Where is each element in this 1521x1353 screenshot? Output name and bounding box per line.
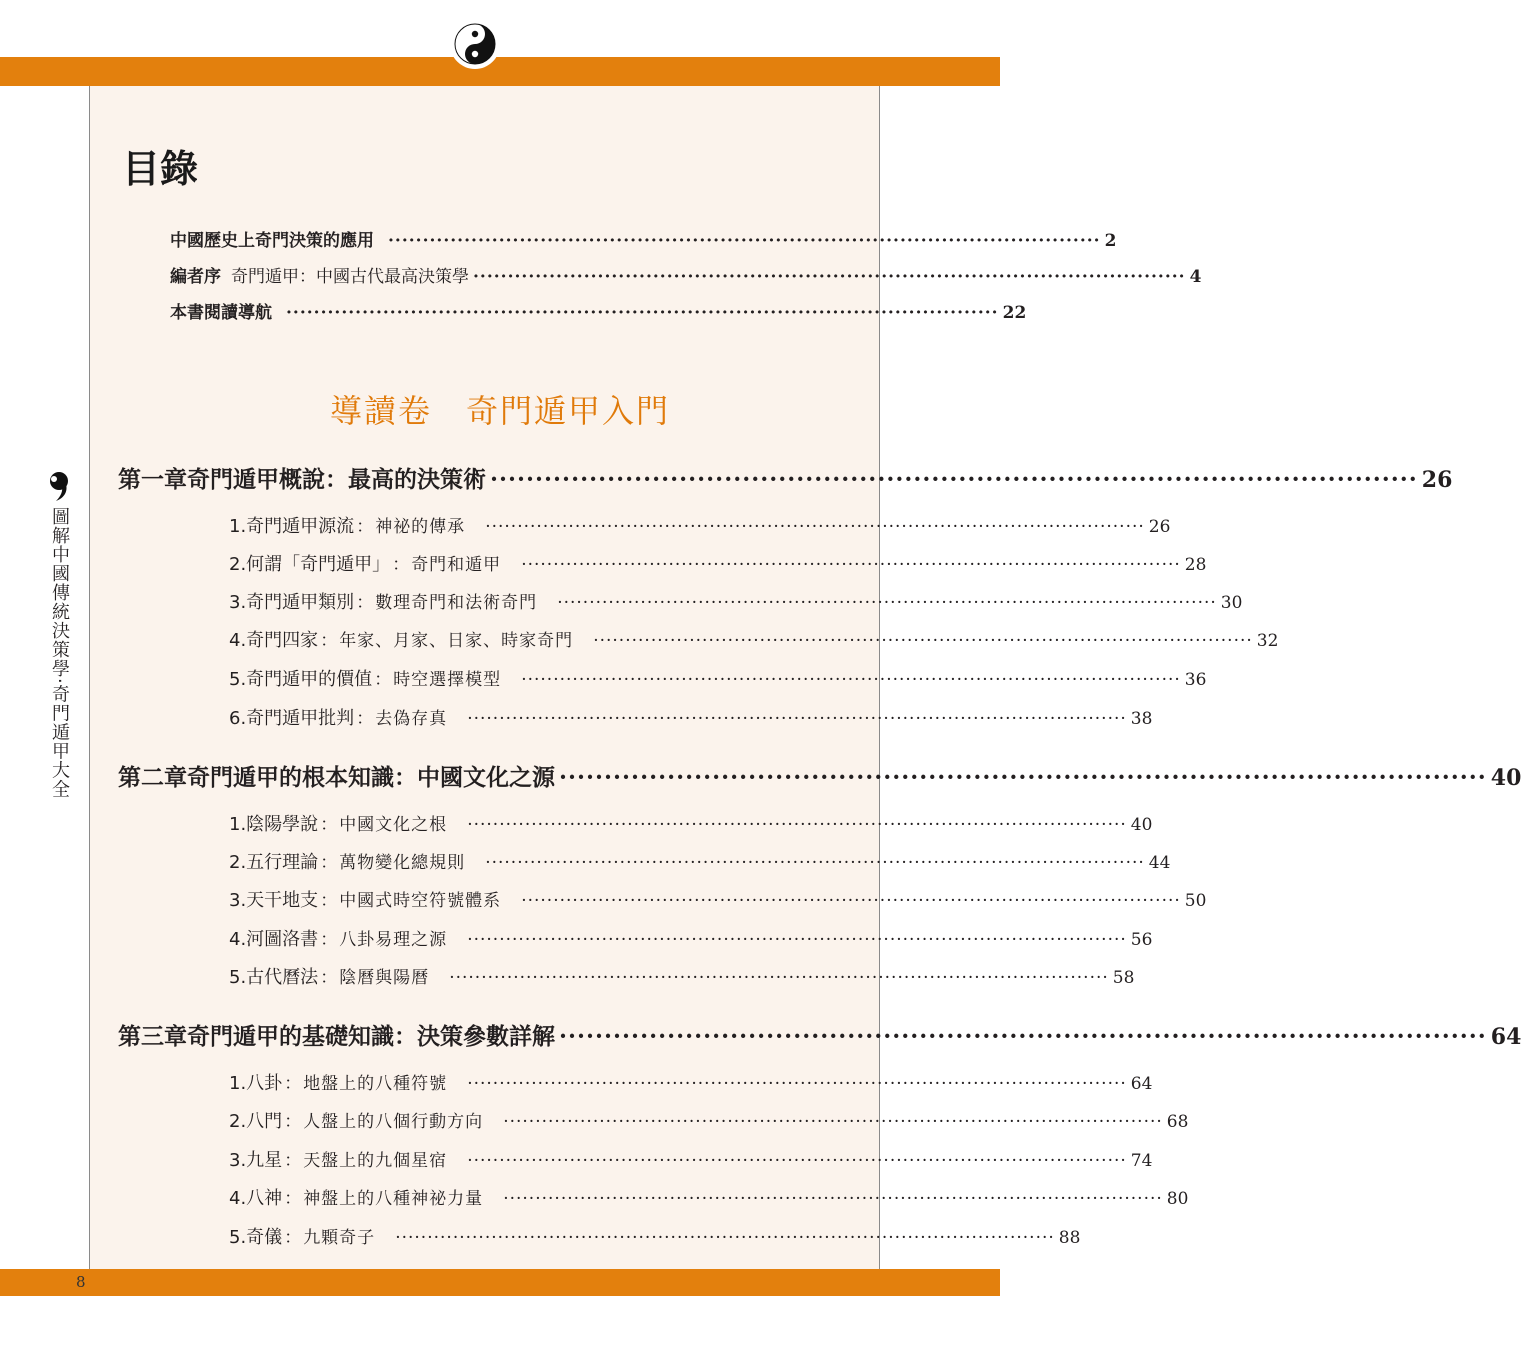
toc-item[interactable]: 1.奇門遁甲源流 ： 神祕的傳承 ······································································································· 26 <box>229 512 846 538</box>
toc-item[interactable]: 4.河圖洛書 ： 八卦易理之源 ······································································································· 56 <box>229 925 846 951</box>
dot-leader: ······································································································· <box>490 466 1418 493</box>
item-subtitle: 去偽存真 <box>375 709 448 729</box>
yin-yang-icon <box>449 18 501 70</box>
item-page: 30 <box>1220 593 1243 613</box>
item-subtitle: 天盤上的九個星宿 <box>303 1151 448 1171</box>
dot-leader: ······································································································· <box>449 968 1109 988</box>
toc-item[interactable]: 2.八門 ： 人盤上的八個行動方向 ······································································································· 68 <box>229 1107 846 1133</box>
side-yin-yang-icon <box>44 470 74 502</box>
toc-item[interactable]: 2.何謂「奇門遁甲」 ： 奇門和遁甲 ······································································································· 28 <box>229 550 846 576</box>
side-book-title: 圖解中國傳統決策學·奇門遁甲大全 <box>49 507 70 799</box>
entry-page: 22 <box>1002 303 1027 323</box>
dot-leader: ······································································································· <box>467 1151 1127 1171</box>
item-heading: 4.河圖洛書 <box>229 929 319 950</box>
chapter-number: 第三章 <box>118 1023 187 1050</box>
front-matter-entry[interactable] <box>170 226 1117 251</box>
entry-page: 4 <box>1189 267 1202 287</box>
dot-leader: ······································································································· <box>521 670 1181 690</box>
dot-leader: ······································································································· <box>503 1189 1163 1209</box>
toc-item[interactable]: 3.九星 ： 天盤上的九個星宿 ······································································································· 74 <box>229 1146 846 1172</box>
page-number: 8 <box>76 1273 86 1291</box>
item-heading: 2.八門 <box>229 1111 283 1132</box>
front-matter-entry[interactable] <box>170 298 1027 323</box>
item-subtitle: 年家、月家、日家、時家奇門 <box>339 631 574 651</box>
item-heading: 2.何謂「奇門遁甲」 <box>229 554 391 575</box>
item-heading: 5.古代曆法 <box>229 967 319 988</box>
item-page: 88 <box>1058 1228 1081 1248</box>
item-heading: 6.奇門遁甲批判 <box>229 708 355 729</box>
item-subtitle: 中國文化之根 <box>339 815 448 835</box>
item-page: 36 <box>1184 670 1207 690</box>
item-subtitle: 中國式時空符號體系 <box>339 891 502 911</box>
toc-item[interactable]: 5.奇儀 ： 九顆奇子 ······································································································· 88 <box>229 1223 846 1249</box>
toc-item[interactable]: 4.奇門四家 ： 年家、月家、日家、時家奇門 ······································································································· 32 <box>229 626 846 652</box>
dot-leader: ······································································································· <box>467 709 1127 729</box>
dot-leader: ······································································································· <box>503 1112 1163 1132</box>
item-heading: 2.五行理論 <box>229 852 319 873</box>
item-page: 64 <box>1130 1074 1153 1094</box>
entry-page: 2 <box>1104 231 1117 251</box>
item-subtitle: 陰曆與陽曆 <box>339 968 430 988</box>
item-subtitle: 人盤上的八個行動方向 <box>303 1112 484 1132</box>
item-subtitle: 萬物變化總規則 <box>339 853 466 873</box>
toc-item[interactable]: 6.奇門遁甲批判 ： 去偽存真 ······································································································· 38 <box>229 704 846 730</box>
item-heading: 1.八卦 <box>229 1073 283 1094</box>
item-subtitle: 八卦易理之源 <box>339 930 448 950</box>
item-page: 32 <box>1256 631 1279 651</box>
dot-leader: ······································································································· <box>467 815 1127 835</box>
item-page: 50 <box>1184 891 1207 911</box>
chapter-entry[interactable] <box>118 461 1453 494</box>
item-subtitle: 地盤上的八種符號 <box>303 1074 448 1094</box>
dot-leader: ······································································································· <box>485 517 1145 537</box>
item-heading: 5.奇儀 <box>229 1227 283 1248</box>
toc-item[interactable]: 2.五行理論 ： 萬物變化總規則 ······································································································· 44 <box>229 848 846 874</box>
toc-item[interactable]: 5.古代曆法 ： 陰曆與陽曆 ······································································································· 58 <box>229 963 846 989</box>
item-page: 44 <box>1148 853 1171 873</box>
item-page: 68 <box>1166 1112 1189 1132</box>
dot-leader: ······································································································· <box>388 231 1101 251</box>
section-label: 導讀卷 <box>329 392 432 430</box>
item-subtitle: 奇門和遁甲 <box>411 555 502 575</box>
toc-item[interactable]: 5.奇門遁甲的價值 ： 時空選擇模型 ······································································································· 36 <box>229 665 846 691</box>
entry-title: 本書閱讀導航 <box>170 303 272 323</box>
toc-item[interactable]: 1.八卦 ： 地盤上的八種符號 ······································································································· 64 <box>229 1069 846 1095</box>
item-heading: 1.陰陽學說 <box>229 814 319 835</box>
section-title <box>0 386 1000 432</box>
item-heading: 3.九星 <box>229 1150 283 1171</box>
item-page: 58 <box>1112 968 1135 988</box>
item-subtitle: 神祕的傳承 <box>375 517 466 537</box>
toc-item[interactable]: 1.陰陽學說 ： 中國文化之根 ······································································································· 40 <box>229 810 846 836</box>
item-page: 26 <box>1148 517 1171 537</box>
item-heading: 3.奇門遁甲類別 <box>229 592 355 613</box>
bottom-orange-bar <box>0 1269 1000 1296</box>
entry-subtitle: 奇門遁甲：中國古代最高決策學 <box>231 267 469 287</box>
dot-leader: ······································································································· <box>286 303 999 323</box>
dot-leader: ······································································································· <box>557 593 1217 613</box>
item-heading: 1.奇門遁甲源流 <box>229 516 355 537</box>
dot-leader: ······································································································· <box>467 1074 1127 1094</box>
item-page: 38 <box>1130 709 1153 729</box>
toc-item[interactable]: 3.奇門遁甲類別 ： 數理奇門和法術奇門 ······································································································· 30 <box>229 588 846 614</box>
chapter-entry[interactable] <box>118 759 1521 792</box>
dot-leader: ······································································································· <box>559 764 1487 791</box>
chapter-entry[interactable] <box>118 1018 1521 1051</box>
chapter-title: 奇門遁甲的基礎知識：決策參數詳解 <box>187 1023 555 1050</box>
section-name: 奇門遁甲入門 <box>466 392 671 430</box>
front-matter-entry[interactable] <box>170 262 1202 287</box>
item-page: 80 <box>1166 1189 1189 1209</box>
item-subtitle: 九顆奇子 <box>303 1228 376 1248</box>
dot-leader: ······································································································· <box>473 267 1186 287</box>
item-heading: 3.天干地支 <box>229 890 319 911</box>
item-heading: 5.奇門遁甲的價值 <box>229 669 373 690</box>
item-subtitle: 時空選擇模型 <box>393 670 502 690</box>
dot-leader: ······································································································· <box>559 1023 1487 1050</box>
chapter-page: 64 <box>1490 1024 1521 1050</box>
chapter-title: 奇門遁甲概說：最高的決策術 <box>187 466 486 493</box>
dot-leader: ······································································································· <box>521 555 1181 575</box>
item-page: 56 <box>1130 930 1153 950</box>
item-heading: 4.奇門四家 <box>229 630 319 651</box>
chapter-title: 奇門遁甲的根本知識：中國文化之源 <box>187 764 555 791</box>
item-page: 74 <box>1130 1151 1153 1171</box>
item-subtitle: 神盤上的八種神祕力量 <box>303 1189 484 1209</box>
toc-item[interactable]: 4.八神 ： 神盤上的八種神祕力量 ······································································································· 80 <box>229 1184 846 1210</box>
chapter-page: 40 <box>1490 765 1521 791</box>
toc-item[interactable]: 3.天干地支 ： 中國式時空符號體系 ······································································································· 50 <box>229 886 846 912</box>
dot-leader: ······································································································· <box>485 853 1145 873</box>
dot-leader: ······································································································· <box>467 930 1127 950</box>
dot-leader: ······································································································· <box>521 891 1181 911</box>
chapter-page: 26 <box>1421 467 1453 493</box>
item-page: 28 <box>1184 555 1207 575</box>
toc-title: 目錄 <box>122 147 199 191</box>
item-heading: 4.八神 <box>229 1188 283 1209</box>
item-page: 40 <box>1130 815 1153 835</box>
item-subtitle: 數理奇門和法術奇門 <box>375 593 538 613</box>
dot-leader: ······································································································· <box>395 1228 1055 1248</box>
entry-title: 編者序 <box>170 267 221 287</box>
dot-leader: ······································································································· <box>593 631 1253 651</box>
entry-title: 中國歷史上奇門決策的應用 <box>170 231 374 251</box>
chapter-number: 第二章 <box>118 764 187 791</box>
chapter-number: 第一章 <box>118 466 187 493</box>
